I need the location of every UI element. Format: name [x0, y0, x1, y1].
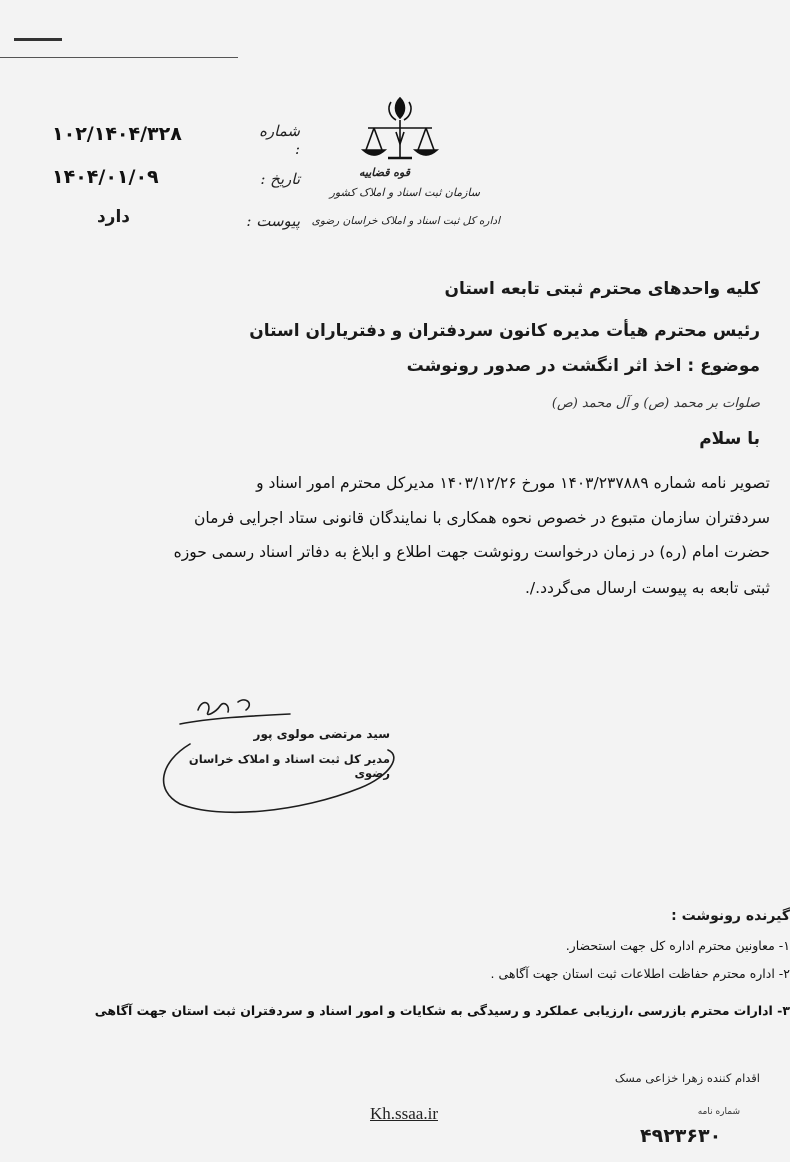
recipient-item-3: ۳- ادارات محترم بازرسی ،ارزیابی عملکرد و رسیدگی به شکایات و امور اسناد و سردفتران ثبت استان جهت آگاهی — [94, 1003, 790, 1018]
org-line-judiciary: قوه قضاییه — [359, 166, 410, 179]
attachment-label: پیوست : — [246, 212, 300, 230]
date-value: ۱۴۰۴/۰۱/۰۹ — [52, 166, 159, 188]
body-line-2: سردفتران سازمان متبوع در خصوص نحوه همکاری با نمایندگان قانونی ستاد اجرایی فرمان — [193, 509, 770, 527]
recipient-item-2: ۲- اداره محترم حفاظت اطلاعات ثبت استان جهت آگاهی . — [490, 966, 790, 981]
signatory-name: سید مرتضی مولوی پور — [253, 727, 390, 741]
scan-mark — [14, 38, 62, 41]
letter-no: ۴۹۲۳۶۳۰ — [640, 1125, 722, 1147]
body-line-1: تصویر نامه شماره ۱۴۰۳/۲۳۷۸۸۹ مورخ ۱۴۰۳/۱۲/۲۶ مدیرکل محترم امور اسناد و — [256, 474, 770, 492]
addressee-line-1: کلیه واحدهای محترم ثبتی تابعه استان — [444, 279, 760, 299]
action-by: اقدام کننده زهرا خزاعی مسک — [614, 1071, 760, 1085]
subject-line: موضوع : اخذ اثر انگشت در صدور رونوشت — [406, 356, 760, 376]
greeting: با سلام — [699, 429, 760, 449]
addressee-line-2: رئیس محترم هیأت مدیره کانون سردفتران و دفتریاران استان — [249, 321, 760, 341]
attachment-value: دارد — [96, 207, 130, 227]
recipients-heading: گیرنده رونوشت : — [671, 908, 790, 924]
body-line-4: ثبتی تابعه به پیوست ارسال می‌گردد./. — [525, 579, 770, 597]
scan-line — [0, 57, 238, 58]
recipient-item-1: ۱- معاونین محترم اداره کل جهت استحضار. — [565, 938, 790, 953]
signatory-title: مدیر کل ثبت اسناد و املاک خراسان رضوی — [188, 752, 390, 780]
judiciary-emblem-icon — [356, 92, 444, 168]
date-label: تاریخ : — [260, 170, 300, 188]
number-label: شماره : — [259, 122, 300, 158]
website-link[interactable]: Kh.ssaa.ir — [370, 1104, 438, 1123]
salawat-line: صلوات بر محمد (ص) و آل محمد (ص) — [551, 396, 760, 411]
number-value: ۱۰۲/۱۴۰۴/۳۲۸ — [52, 123, 182, 145]
body-line-3: حضرت امام (ره) در زمان درخواست رونوشت جهت اطلاع و ابلاغ به دفاتر اسناد رسمی حوزه — [173, 543, 770, 561]
letter-no-label: شماره نامه — [697, 1107, 740, 1117]
org-line-directorate: اداره کل ثبت اسناد و املاک خراسان رضوی — [311, 215, 500, 227]
org-line-organization: سازمان ثبت اسناد و املاک کشور — [329, 186, 480, 199]
